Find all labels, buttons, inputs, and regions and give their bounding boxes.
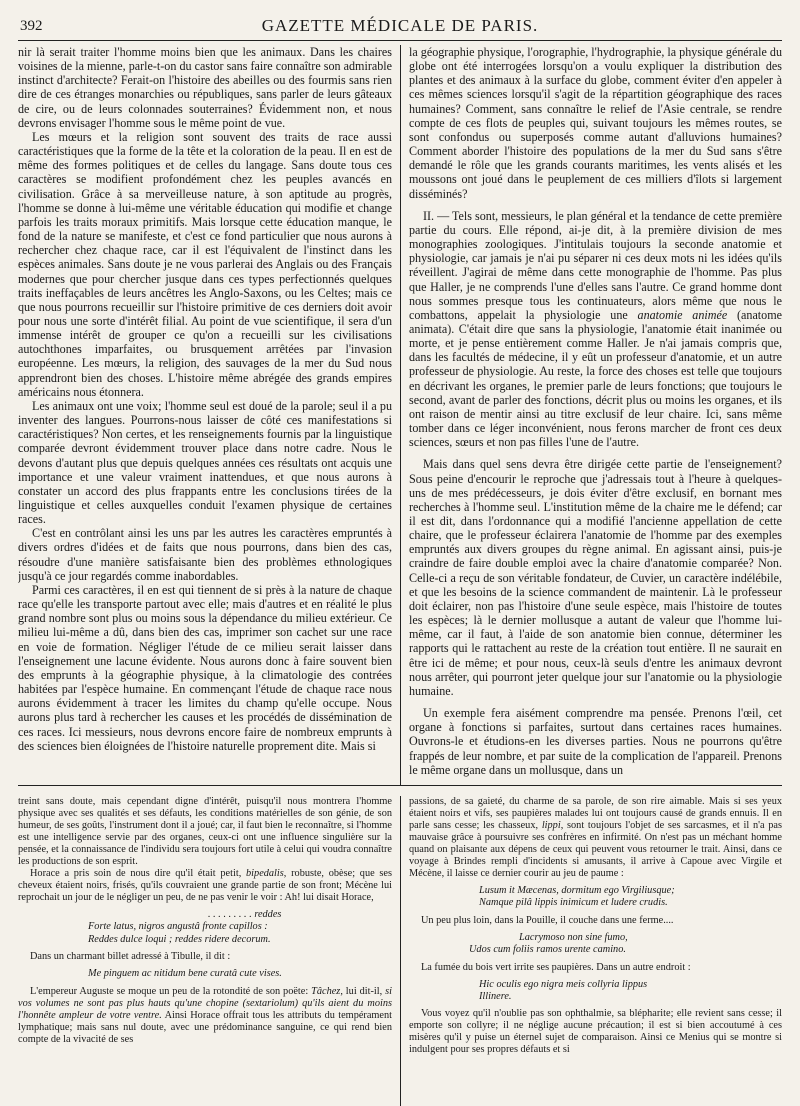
paragraph: Les mœurs et la religion sont souvent des traits de race aussi caractéristiques que la forme de la tête et la coloration de la peau. Il en est de même des formes politiques et de celles du langage. Sans doute tous ces caractères se modifient profondément chez les peuples avancés en civilisation. Grâce à sa merveilleuse nature, à son aptitude au progrès, l'homme se donne à lui-même une véritable éducation qui modifie et change parfois les traits moraux primitifs. Mais lorsque cette éducation manque, le fond de la nature se manifeste, et c'est ce fond particulier que nous aurons à rechercher chez chaque race, car il est l'équivalent de l'instinct dans les espèces animales. Sans doute je ne vous parlerai des Anglais ou des Français modernes que pour chercher jusque dans ces types perfectionnés quelques traits ineffaçables de leurs ancêtres les Anglo-Saxons, ou les Celtes; mais ce que nous pourrons recueillir sur l'histoire primitive de ces derniers doit avoir pour nous une sorte d'intérêt filial. Au point de vue scientifique, il sera d'un immense intérêt de grouper ce qu'on a recueilli sur les civilisations autochthones imparfaites, ou brusquement arrêtées par l'invasion européenne. Les mœurs, la religion, des sauvages de la mer du Sud nous apprendront bien des choses. L'histoire même abrégée des grands empires américains nous étonnera. [18,129,392,399]
text-run: L'empereur Auguste se moque un peu de la rotondité de son poëte: [30,985,312,997]
emphasis: Tâchez [311,985,341,997]
text-run: (anatome animata). C'était dire que sans la physiologie, l'anatomie était inanimée ou morte, et je pense entièrement comme Haller. Je n'ai jamais compris que, dans les facultés de médecine, il y eût un professeur d'anatomie, et un autre professeur de physiologie. Au reste, la force des choses est telle que toujours en décrivant les organes, le premier parle de leurs fonctions; que toujours le second, avant de parler des fonctions, décrit plus ou moins les organes, et ils ont raison de mentir ainsi au titre exclusif de leur chaire. Ici, sans même tomber dans ce léger inconvénient, nous ferons marcher de front ces deux sciences, sœurs et non pas filles l'une de l'autre. [409,307,782,450]
verse-line: Lacrymoso non sine fumo, [519,931,628,943]
latin-verse [88,909,392,946]
text-run: II. — Tels sont, messieurs, le plan général et la tendance de cette première partie du cours. Elle répond, ai-je dit, à la première division de mes monographies zoologiques. J'intitulais toujours la seconde anatomie et physiologie, car jamais je n'ai pu séparer ni ces deux mots ni les idées qu'ils réveillent. J'agirai de même dans cette monographie de l'homme. Pas plus que Haller, je ne comprends l'une d'elles sans l'autre. Ce grand homme dont nous sommes presque tous les continuateurs, alors même que nous le combattons, appelait la physiologie une [409,208,782,322]
paragraph: Parmi ces caractères, il en est qui tiennent de si près à la nature de chaque race qu'elle les transporte partout avec elle; mais d'autres et en réalité le plus grand nombre sont plus ou moins sous la dépendance du milieu extérieur. Ce milieu lui-même a dû, dans bien des cas, imprimer son cachet sur une race en voie de formation. Négliger l'étude de ce milieu serait laisser dans l'enseignement une lacune évidente. Nous aurons donc à faire souvent bien des emprunts à la géographie physique, à la climatologie des contrées habitées par l'espèce humaine. En commençant l'étude de chaque race nous aurons évidemment à tracer les limites du champ qu'elle occupe. Nous aurons plus tard à rechercher les causes et les procédés de dissémination de ces races. Ici messieurs, nous devrons encore faire de nombreux emprunts à des sciences bien éloignées de l'histoire naturelle proprement dite. Mais si [18,582,392,753]
text-run: Ainsi Horace offrait tous les attributs du tempérament lymphatique; mais sans nul doute, avec une prédominance sanguine, ce qui rend bien compte de la vivacité de ses [18,1009,393,1045]
upper-right-column [400,45,782,785]
lower-right-column [400,796,782,1106]
paragraph: C'est en contrôlant ainsi les uns par les autres les caractères empruntés à divers ordres d'idées et de faits que nous pourrons, dans bien des cas, résoudre d'une manière satisfaisante bien des problèmes ethnologiques jusqu'à ce jour regardés comme inabordables. [18,526,392,583]
paragraph: treint sans doute, mais cependant digne d'intérêt, puisqu'il nous montrera l'homme physique avec ses qualités et ses défauts, les conditions matérielles de son génie, de son humeur, de ses goûts, l'instrument dont il a joué; car, il faut bien le reconnaître, si l'homme est une intelligence servie par des organes, ceux-ci ont une influence singulière sur la pensée, et la connaissance de l'individu sera toujours fort utile à celui qui voudra connaître les productions de son esprit. [18,796,392,867]
emphasis: lippi [541,820,561,831]
latin-verse [469,932,782,957]
paragraph [409,209,782,450]
page-header [18,14,782,41]
latin-verse [479,885,782,910]
emphasis: si vos volumes ne sont pas plus hauts qu'une chopine (sextariolum) qu'ils aient du moins l'honnête ampleur de votre ventre. [18,985,392,1021]
emphasis: bipedalis [246,868,284,879]
paragraph [409,796,782,880]
paragraph: Dans un charmant billet adressé à Tibulle, il dit : [30,951,231,963]
latin-verse [479,979,782,1004]
paragraph: La fumée du bois vert irrite ses paupières. Dans un autre endroit : [421,961,691,973]
lower-left-column [18,796,400,1106]
verse-line: Illinere. [479,991,512,1003]
upper-section [18,45,782,786]
paragraph: la géographie physique, l'orographie, l'hydrographie, la physique générale du globe ont été interrogées lorsqu'on a voulu expliquer la distribution des plantes et des animaux à la surface du globe, comment éviter d'en appeler à ces mêmes sciences lorsqu'il s'agit de la répartition géographique des races humaines? Comment, sans connaître le relief de l'Asie centrale, se rendre compte de ces flots de peuples qui, suivant toujours les mêmes routes, se sont confondus ou superposés comme autant d'alluvions humaines? Comment aborder l'histoire des populations de la mer du Sud sans s'être demandé le rôle que les grands courants maritimes, les vents alisés et les moussons ont joué dans le peuplement de ces milliers d'îlots si largement disséminés? [409,45,782,201]
paragraph [18,986,392,1046]
verse-line: Lusum it Mæcenas, dormitum ego Virgiliusque; [479,885,675,896]
verse-line: Hic oculis ego nigra meis collyria lippus [479,978,648,990]
paragraph [18,868,392,904]
text-run: Horace a pris soin de nous dire qu'il était petit, [30,868,247,879]
text-run: , sont toujours l'objet de ses sarcasmes, et il n'a pas mauvaise grâce à poursuivre ses confrères en infirmité. On n'est pas un méchant homme quand on plaisante aux dépens de ceux qui peuvent vous retourner le trait. Ainsi, dans ce voyage à Brindes rempli d'incidents si amusants, il arrive à Capoue avec Virgile et Mécène, il laisse ce dernier courir au jeu de paume : [409,820,782,879]
paragraph: Un peu plus loin, dans la Pouille, il couche dans une ferme.... [421,914,674,926]
paragraph: Vous voyez qu'il n'oublie pas son ophthalmie, sa blépharite; elle revient sans cesse; il emporte son collyre; il ne néglige aucune précaution; il est si bien accoutumé à ces misères qu'il y puise un éternel sujet de comparaison. Ainsi ce Menius qui se montre si indulgent pour ses propres défauts et si [409,1008,782,1056]
lower-section [18,796,782,1106]
verse-line: Me pinguem ac nitidum bene curatâ cute vises. [88,968,282,980]
emphasis: anatomie animée [637,307,728,322]
paragraph: nir là serait traiter l'homme moins bien que les animaux. Dans les chaires voisines de la mienne, parle-t-on du castor sans faire connaître son admirable instinct d'architecte? Ferait-on l'histoire des abeilles ou des fourmis sans rien dire de ces étranges monarchies ou républiques, sans parler de leurs gâteaux de cire, ou de leurs colonnades souterraines? Évidemment non, et nous devrons envisager l'homme sous le même point de vue. [18,45,392,130]
upper-left-column [18,45,400,785]
verse-line: Namque pilâ lippis inimicum et ludere crudis. [479,897,668,909]
verse-line: . . . . . . . . . reddes [208,909,282,920]
text-run: passions, de sa gaieté, du charme de sa parole, de son rire aimable. Mais si ses yeux étaient noirs et vifs, ses paupières malades lui ont toujours causé de grands ennuis. Il en parle sans cesse; les chasseux, [409,796,782,831]
verse-line: Reddes dulce loqui ; reddes ridere decorum. [88,933,271,945]
paragraph: Mais dans quel sens devra être dirigée cette partie de l'enseignement? Sous peine d'encourir le reproche que j'adressais tout à l'heure à quelques-uns de mes prédécesseurs, je dois éviter d'être exclusif, en bornant mes recherches à l'homme seul. L'institution même de la chaire me le défend; car il est dit, dans l'ordonnance qui a modifié l'ancienne appellation de cette chaire, que le professeur éclairera l'anatomie de l'homme par des exemples empruntés aux divers groupes du règne animal. En agissant ainsi, puis-je craindre de faire double emploi avec la chaire d'anatomie comparée? Non. Celle-ci a reçu de son véritable fondateur, de Cuvier, un caractère indélébile, et que les besoins de la science commandent de maintenir. Là le professeur doit éclairer, non pas l'histoire d'une seule espèce, mais l'histoire de toutes les espèces; là le dernier mollusque a autant de valeur que l'homme lui-même, car il faut, à l'aide de son anatomie bien connue, déterminer les rapports qui le rattachent au reste de la création tout entière. Il ne saurait en être ici de même; et pour nous, ceux-là seuls d'entre les animaux devront nous arrêter, qui pourront jeter quelque jour sur l'anatomie ou la physiologie humaine. [409,457,782,698]
page-number: 392 [20,18,43,34]
verse-line: Udos cum foliis ramos urente camino. [469,944,626,956]
verse-line: Forte latus, nigros angustâ fronte capillos : [88,921,268,933]
journal-title: GAZETTE MÉDICALE DE PARIS. [261,16,539,35]
text-run: , robuste, obèse; que ses cheveux étaient noirs, frisés, qu'ils couvraient une grande partie de son front; Mécène lui reprochait un jour de le négliger un peu, de ne pas venir le voir : Ah! lui disait Horace, [18,868,392,903]
text-run: , lui dit-il, [340,985,386,997]
latin-verse [88,968,392,980]
paragraph: Un exemple fera aisément comprendre ma pensée. Prenons l'œil, cet organe à fonctions si parfaites, surtout dans certaines races humaines. Ouvrons-le et étudions-en les diverses parties. Nous ne pourrons qu'être frappés de leur nombre, et par suite de la complication de l'appareil. Prenons le même organe dans un mollusque, dans un [409,706,782,777]
paragraph: Les animaux ont une voix; l'homme seul est doué de la parole; seul il a pu inventer des langues. Pourrons-nous laisser de côté ces manifestations si caractéristiques? Non certes, et les renseignements fournis par la linguistique comparée devront évidemment trouver place dans notre cadre. Nous le devons d'autant plus que depuis quelques années ces résultats ont acquis une importance et une valeur vraiment inattendues, et que nous aurons à constater un accord des plus frappants entre les conclusions tirées de la linguistique et celles auxquelles conduit l'examen physique de certaines races. [18,398,392,527]
